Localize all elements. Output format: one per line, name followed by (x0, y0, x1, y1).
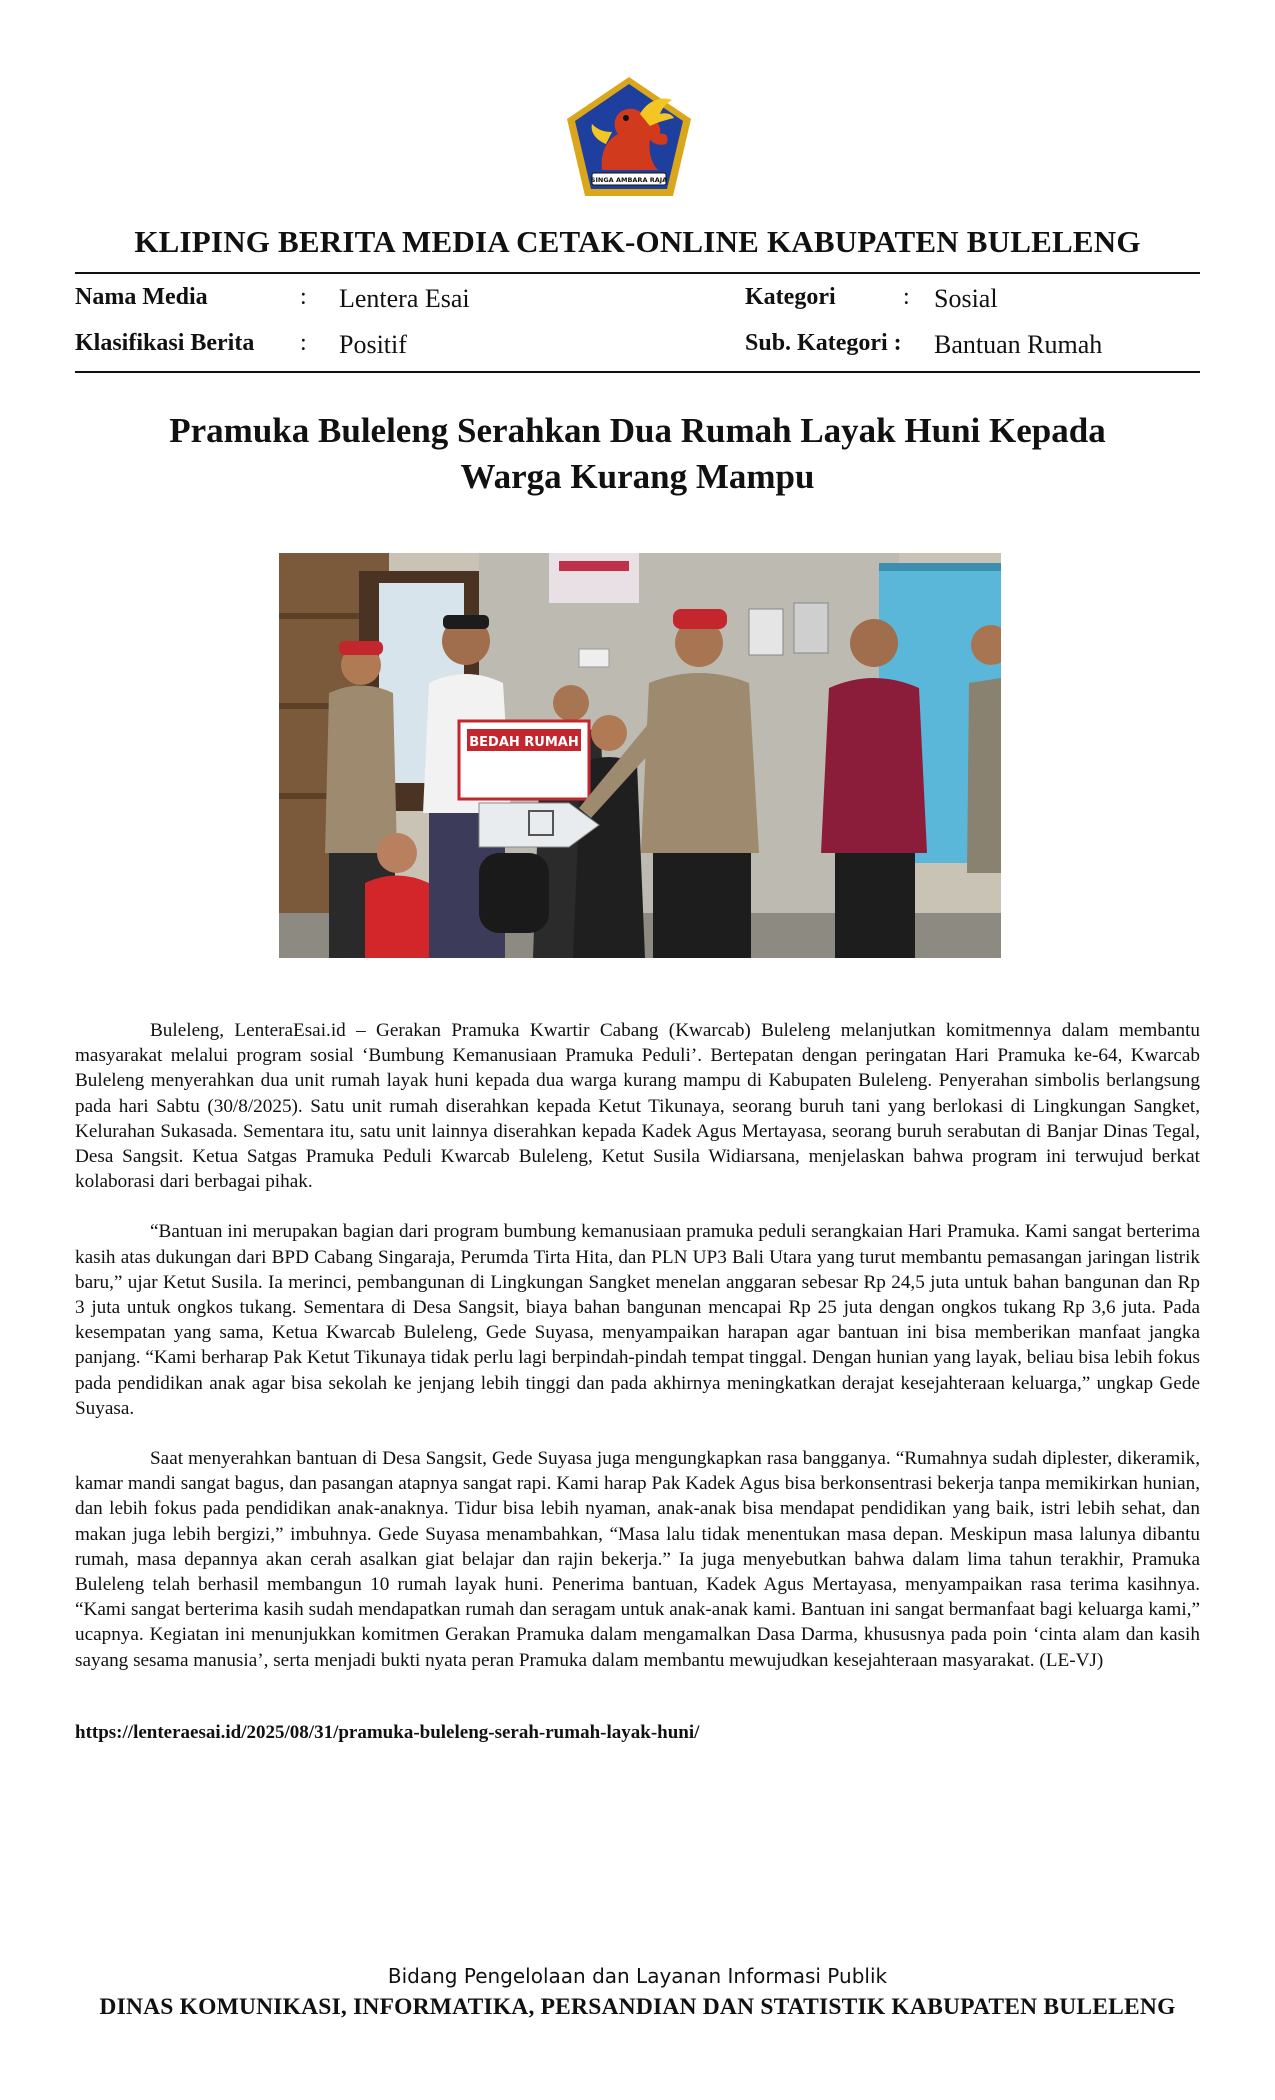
article-title-line1: Pramuka Buleleng Serahkan Dua Rumah Layak Huni Kepada (169, 411, 1106, 450)
category-value: Sosial (934, 284, 998, 313)
media-label: Nama Media (75, 284, 208, 310)
footer-unit: Bidang Pengelolaan dan Layanan Informasi Publik (387, 1964, 888, 1988)
classification-label: Klasifikasi Berita (75, 330, 255, 356)
classification-value: Positif (339, 330, 407, 359)
photo-sign-heading: BEDAH RUMAH (469, 735, 579, 750)
article-paragraph: “Bantuan ini merupakan bagian dari program bumbung kemanusiaan pramuka peduli serangkaian Hari Pramuka. Kami sangat berterima kasih atas dukungan dari BPD Cabang Singaraja, Perumda Tirta Hita, dan PLN UP3 Bali Utara yang turut membantu pemasangan jaringan listrik baru,” ujar Ketut Susila. Ia merinci, pembangunan di Lingkungan Sangket menelan anggaran sebesar Rp 24,5 juta untuk bahan bangunan dan Rp 3 juta untuk ongkos tukang. Sementara di Desa Sangsit, biaya bahan bangunan mencapai Rp 25 juta dengan ongkos tukang Rp 3,6 juta. Pada kesempatan yang sama, Ketua Kwarcab Buleleng, Gede Suyasa, menyampaikan harapan agar bantuan ini bisa memberikan manfaat jangka panjang. “Kami berharap Pak Ketut Tikunaya tidak perlu lagi berpindah-pindah tempat tinggal. Dengan hunian yang layak, beliau bisa lebih fokus pada pendidikan anak agar bisa sekolah ke jenjang lebih tinggi dan pada akhirnya meningkatkan derajat kesejahteraan keluarga,” ungkap Gede Suyasa. (75, 1221, 1200, 1419)
subcategory-label: Sub. Kategori : (745, 330, 902, 356)
regency-crest-logo (562, 74, 696, 202)
header-rule-bottom (75, 371, 1200, 373)
article-body (75, 1018, 1200, 1698)
media-value: Lentera Esai (339, 284, 470, 313)
article-paragraph: Saat menyerahkan bantuan di Desa Sangsit, Gede Suyasa juga mengungkapkan rasa bangganya. “Rumahnya sudah diplester, dikeramik, kamar mandi sangat bagus, dan pasangan atapnya sangat rapi. Kami harap Pak Kadek Agus bisa berkonsentrasi bekerja tanpa memikirkan hunian, dan lebih fokus pada pendidikan anak-anaknya. Tidur bisa lebih nyaman, anak-anak bisa mendapat pendidikan yang baik, istri lebih sehat, dan makan juga lebih bergizi,” imbuhnya. Gede Suyasa menambahkan, “Masa lalu tidak menentukan masa depan. Meskipun masa lalunya dibantu rumah, masa depannya akan cerah asalkan giat belajar dan rajin bekerja.” Ia juga menyebutkan bahwa dalam lima tahun terakhir, Pramuka Buleleng telah berhasil membangun 10 rumah layak huni. Penerima bantuan, Kadek Agus Mertayasa, menyampaikan rasa terima kasihnya. “Kami sangat berterima kasih sudah mendapatkan rumah dan seragam untuk anak-anak kami. Bantuan ini sangat bermanfaat bagi keluarga kami,” ucapnya. Kegiatan ini menunjukkan komitmen Gerakan Pramuka dalam mengamalkan Dasa Darma, khususnya pada poin ‘cinta alam dan kasih sayang sesama manusia’, serta menjadi bukti nyata peran Pramuka dalam membantu mewujudkan kesejahteraan masyarakat. (LE-VJ) (75, 1448, 1200, 1671)
media-colon: : (300, 284, 307, 310)
subcategory-value: Bantuan Rumah (934, 330, 1103, 359)
article-title-line2: Warga Kurang Mampu (460, 457, 815, 496)
category-colon: : (903, 284, 910, 310)
source-url-link[interactable]: https://lenteraesai.id/2025/08/31/pramuka-buleleng-serah-rumah-layak-huni/ (75, 1722, 700, 1743)
article-title (120, 408, 1155, 500)
logo-motto: SINGA AMBARA RAJA (590, 176, 668, 184)
article-paragraph: Buleleng, LenteraEsai.id – Gerakan Pramuka Kwartir Cabang (Kwarcab) Buleleng melanjutkan komitmennya dalam membantu masyarakat melalui program sosial ‘Bumbung Kemanusiaan Pramuka Peduli’. Bertepatan dengan peringatan Hari Pramuka ke-64, Kwarcab Buleleng menyerahkan dua unit rumah layak huni kepada dua warga kurang mampu di Kabupaten Buleleng. Penyerahan simbolis berlangsung pada hari Sabtu (30/8/2025). Satu unit rumah diserahkan kepada Ketut Tikunaya, seorang buruh tani yang berlokasi di Lingkungan Sangket, Kelurahan Sukasada. Sementara itu, satu unit lainnya diserahkan kepada Kadek Agus Mertayasa, seorang buruh serabutan di Banjar Dinas Tegal, Desa Sangsit. Ketua Satgas Pramuka Peduli Kwarcab Buleleng, Ketut Susila Widiarsana, menjelaskan bahwa program ini terwujud berkat kolaborasi dari berbagai pihak. (75, 1020, 1200, 1193)
header-rule-top (75, 272, 1200, 274)
classification-colon: : (300, 330, 307, 356)
clipping-header-title: KLIPING BERITA MEDIA CETAK-ONLINE KABUPATEN BULELENG (134, 224, 1141, 259)
article-photo (279, 553, 1001, 958)
footer-agency: DINAS KOMUNIKASI, INFORMATIKA, PERSANDIAN DAN STATISTIK KABUPATEN BULELENG (99, 1994, 1176, 2020)
category-label: Kategori (745, 284, 836, 310)
